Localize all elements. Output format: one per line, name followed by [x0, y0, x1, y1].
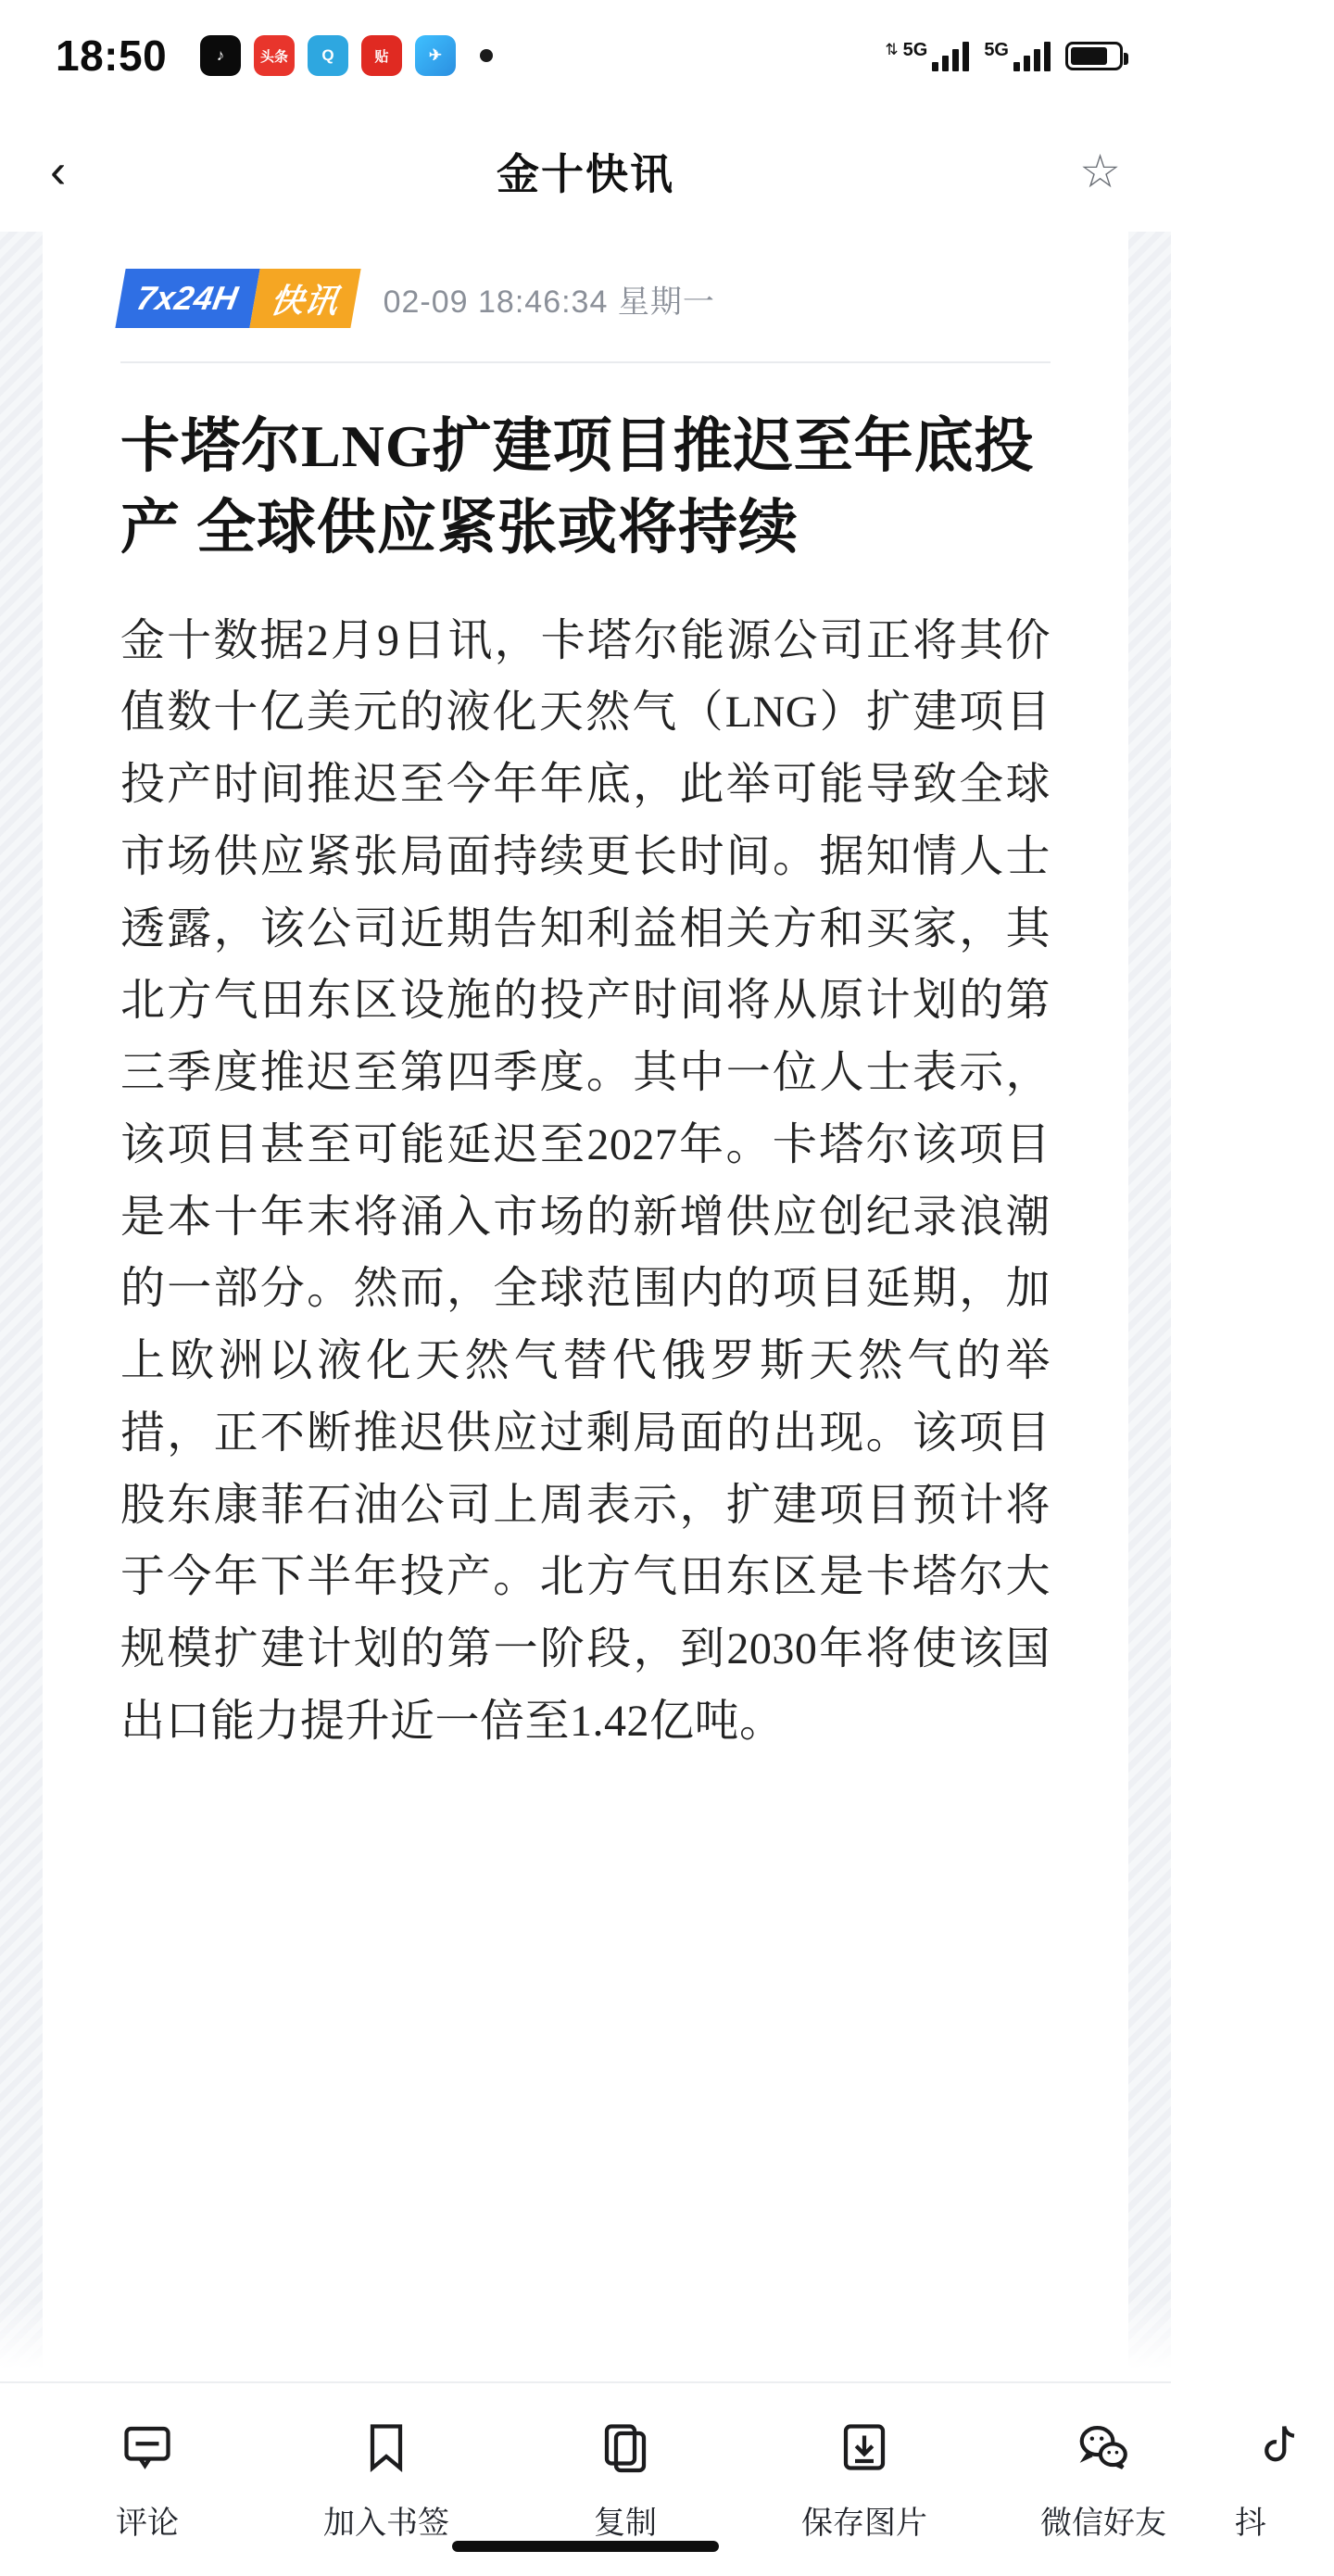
- status-bar: [0, 0, 1171, 111]
- toolbar-label-comment: 评论: [116, 2505, 179, 2541]
- toolbar-label-copy: 复制: [594, 2505, 657, 2541]
- toolbar-item-comment[interactable]: [28, 2418, 267, 2543]
- toolbar-label-bookmark: 加入书签: [323, 2505, 449, 2541]
- battery-icon: [1065, 42, 1123, 70]
- favorite-star-icon[interactable]: ☆: [1079, 145, 1121, 197]
- home-indicator: [452, 2541, 719, 2552]
- toolbar-label-douyin: 抖: [1235, 2505, 1266, 2541]
- toolbar-item-douyin[interactable]: [1223, 2418, 1334, 2543]
- network-label-secondary: 5G: [984, 40, 1009, 60]
- comment-icon: [118, 2418, 177, 2477]
- article-meta: [120, 269, 1051, 361]
- weekday-value: 星期一: [617, 284, 715, 320]
- toolbar-label-save-image: 保存图片: [801, 2505, 927, 2541]
- article-card: [43, 232, 1128, 2381]
- meta-divider: [120, 361, 1051, 363]
- network-label-primary: 5G: [902, 40, 928, 60]
- download-icon: [835, 2418, 894, 2477]
- action-toolbar: [0, 2381, 1266, 2576]
- signal-bars-primary-icon: [932, 40, 969, 71]
- toolbar-label-wechat: 微信好友: [1040, 2505, 1166, 2541]
- qq-browser-icon: Q: [308, 35, 348, 76]
- back-button[interactable]: ‹: [50, 145, 67, 198]
- bookmark-icon: [357, 2418, 416, 2477]
- page-title: 金十快讯: [497, 150, 674, 198]
- status-app-icons: [200, 35, 493, 76]
- toolbar-item-copy[interactable]: [506, 2418, 745, 2543]
- network-secondary-group: [984, 40, 1051, 71]
- toutiao-icon: 头条: [254, 35, 295, 76]
- navigation-bar: [0, 111, 1171, 232]
- news-badge: [115, 269, 360, 328]
- toolbar-item-bookmark[interactable]: [267, 2418, 506, 2543]
- badge-left-label: 7x24H: [115, 269, 259, 328]
- douyin-icon: [1249, 2418, 1308, 2477]
- page-edge-left: [0, 232, 43, 2381]
- more-indicator-dot: [480, 49, 493, 62]
- toolbar-item-save-image[interactable]: [745, 2418, 984, 2543]
- copy-icon: [596, 2418, 655, 2477]
- toolbar-item-wechat[interactable]: [984, 2418, 1223, 2543]
- data-transfer-icon: ⇅: [885, 41, 899, 58]
- status-indicators: [885, 40, 1123, 71]
- article-scroll-area[interactable]: [0, 232, 1171, 2381]
- tiktok-icon: ♪: [200, 35, 241, 76]
- article-body: 金十数据2月9日讯，卡塔尔能源公司正将其价值数十亿美元的液化天然气（LNG）扩建项目投产时间推迟至今年年底，此举可能导致全球市场供应紧张局面持续更长时间。据知情人士透露，该公司近期告知利益相关方和买家，其北方气田东区设施的投产时间将从原计划的第三季度推迟至第四季度。其中一位人士表示，该项目甚至可能延迟至2027年。卡塔尔该项目是本十年末将涌入市场的新增供应创纪录浪潮的一部分。然而，全球范围内的项目延期，加上欧洲以液化天然气替代俄罗斯天然气的举措，正不断推迟供应过剩局面的出现。该项目股东康菲石油公司上周表示，扩建项目预计将于今年下半年投产。北方气田东区是卡塔尔大规模扩建计划的第一阶段，到2030年将使该国出口能力提升近一倍至1.42亿吨。: [120, 615, 1051, 1746]
- network-primary-group: [885, 40, 969, 71]
- telegram-icon: ✈: [415, 35, 456, 76]
- badge-right-label: 快讯: [249, 269, 360, 328]
- xiaohongshu-icon: 贴: [361, 35, 402, 76]
- article-timestamp: [384, 276, 715, 322]
- status-time: 18:50: [56, 32, 168, 80]
- signal-bars-secondary-icon: [1013, 40, 1051, 71]
- wechat-icon: [1074, 2418, 1133, 2477]
- article-headline: 卡塔尔LNG扩建项目推迟至年底投产 全球供应紧张或将持续: [120, 413, 1035, 562]
- timestamp-value: 02-09 18:46:34: [383, 284, 609, 320]
- page-edge-right: [1128, 232, 1171, 2381]
